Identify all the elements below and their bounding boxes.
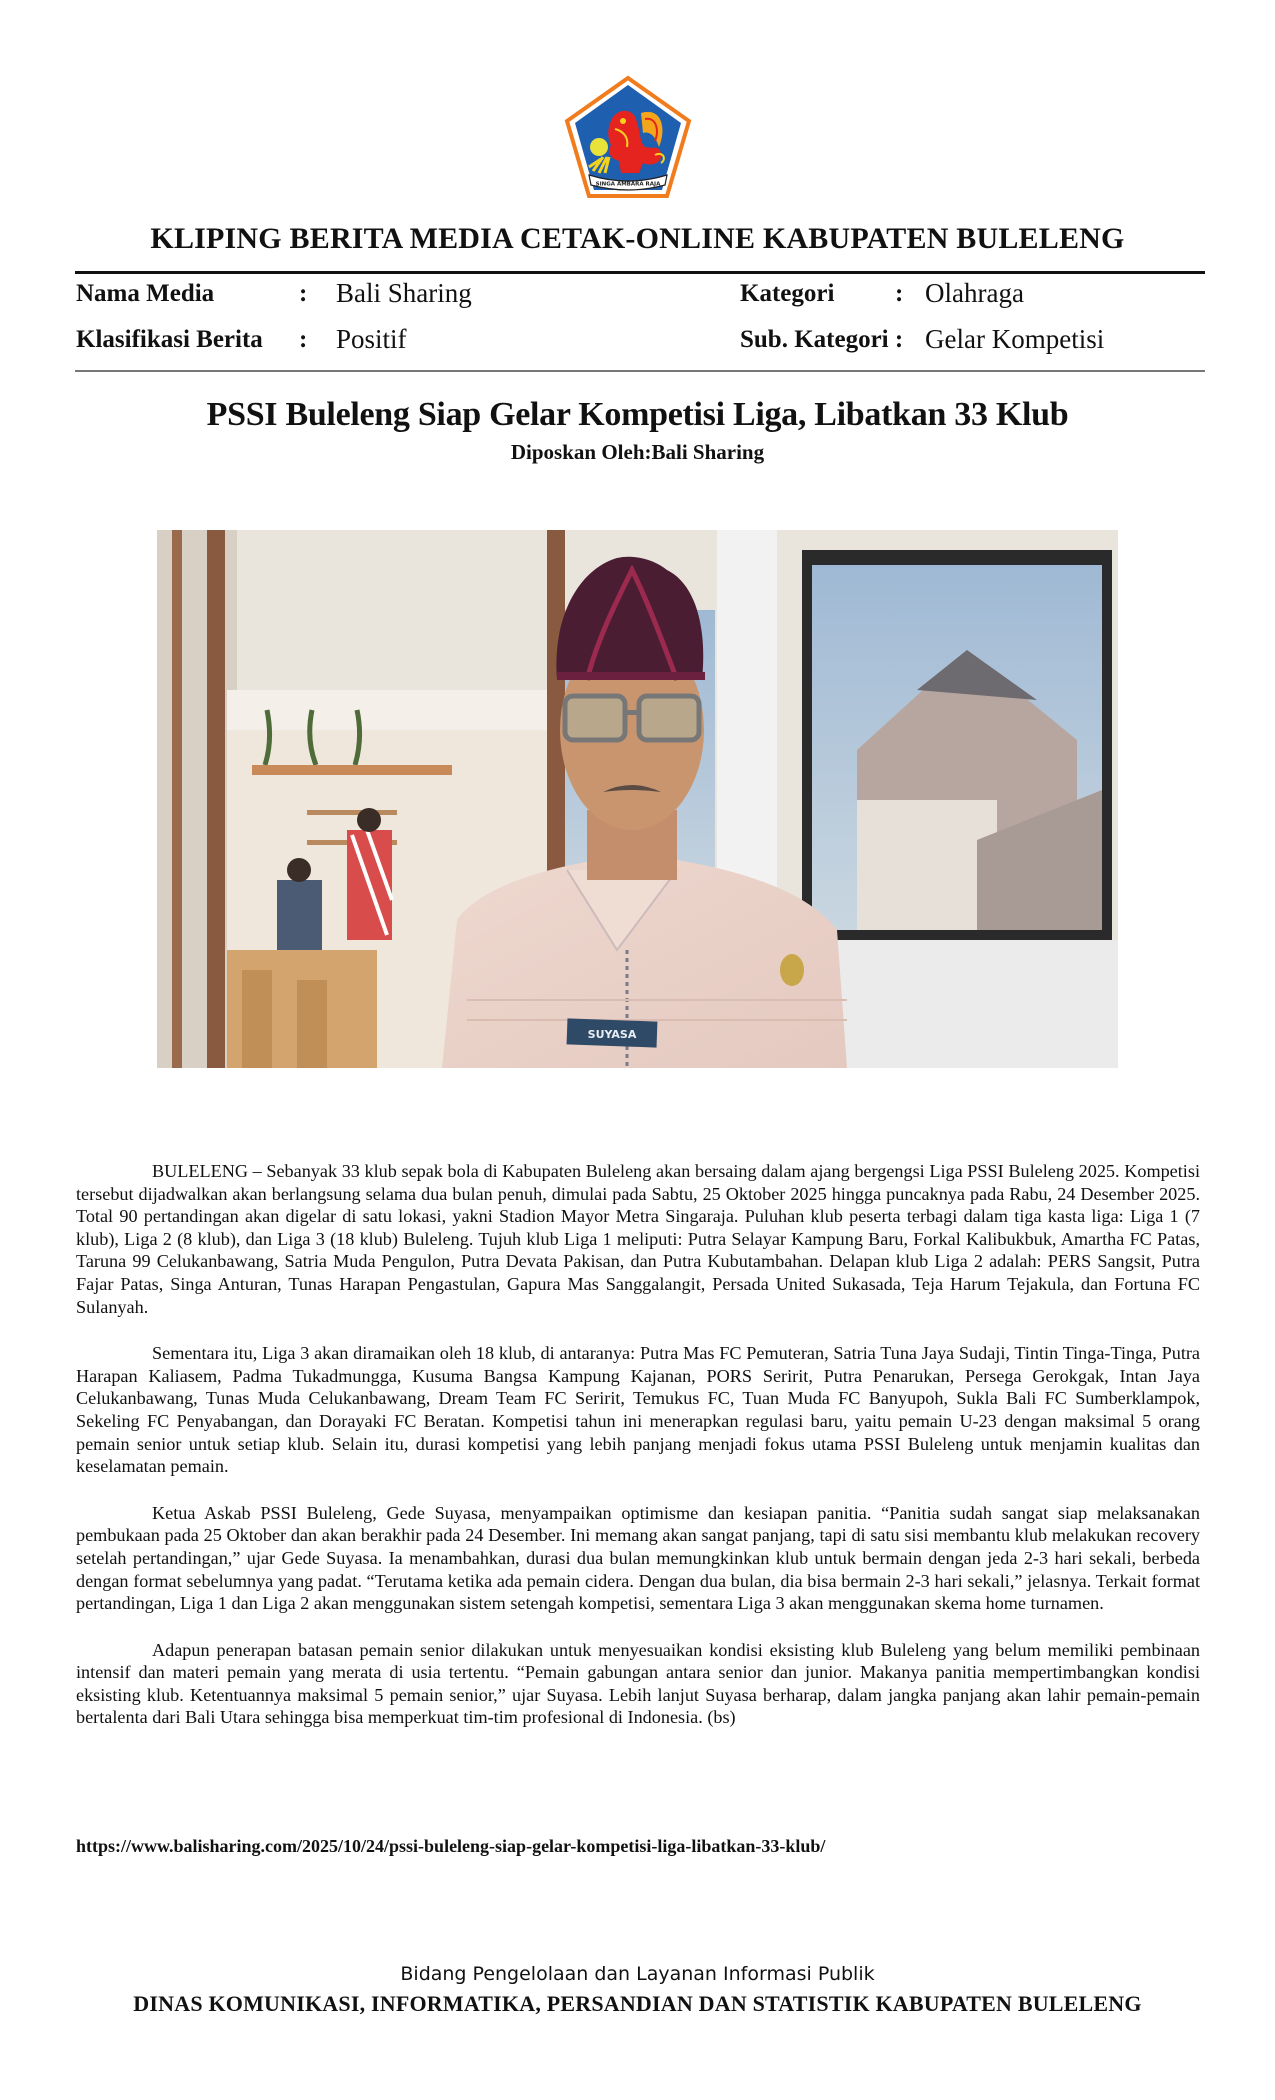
footer-agency: DINAS KOMUNIKASI, INFORMATIKA, PERSANDIAN DAN STATISTIK KABUPATEN BULELENG: [133, 1991, 1142, 2016]
buleleng-regency-crest-icon: [563, 75, 693, 200]
article-byline: Diposkan Oleh:Bali Sharing: [510, 440, 765, 464]
footer-division: Bidang Pengelolaan dan Layanan Informasi Publik: [400, 1963, 875, 1985]
article-body: [76, 1160, 1200, 1753]
header-divider-bottom: [75, 370, 1205, 372]
header-divider-top: [75, 271, 1205, 274]
article-paragraph: BULELENG – Sebanyak 33 klub sepak bola di Kabupaten Buleleng akan bersaing dalam ajang bergengsi Liga PSSI Buleleng 2025. Kompetisi tersebut dijadwalkan akan berlangsung selama dua bulan penuh, dimulai pada Sabtu, 25 Oktober 2025 hingga puncaknya pada Rabu, 24 Desember 2025. Total 90 pertandingan akan digelar di satu lokasi, yakni Stadion Mayor Metra Singaraja. Puluhan klub peserta terbagi dalam tiga kasta liga: Liga 1 (7 klub), Liga 2 (8 klub), dan Liga 3 (18 klub) Buleleng. Tujuh klub Liga 1 meliputi: Putra Selayar Kampung Baru, Forkal Kalibukbuk, Amartha FC Patas, Taruna 99 Celukanbawang, Satria Muda Pengulon, Putra Devata Pakisan, dan Putra Kubutambahan. Delapan klub Liga 2 adalah: PERS Sangsit, Putra Fajar Patas, Singa Anturan, Tunas Harapan Pengastulan, Gapura Mas Sanggalangit, Persada United Sukasada, Teja Harum Tejakula, dan Fortuna FC Sulanyah.: [76, 1161, 1200, 1317]
portrait-photo-illustration: [157, 530, 1118, 1068]
article-paragraph: Ketua Askab PSSI Buleleng, Gede Suyasa, menyampaikan optimisme dan kesiapan panitia. “Panitia sudah sangat siap melaksanakan pembukaan pada 25 Oktober dan akan berakhir pada 24 Desember. Ini memang akan sangat panjang, tapi di satu sisi membantu klub melakukan recovery setelah pertandingan,” ujar Gede Suyasa. Ia menambahkan, durasi dua bulan memungkinkan klub untuk bermain dengan jeda 2-3 hari sekali, berbeda dengan format sebelumnya yang padat. “Terutama ketika ada pemain cidera. Dengan dua bulan, dia bisa bermain 2-3 hari sekali,” jelasnya. Terkait format pertandingan, Liga 1 dan Liga 2 akan menggunakan sistem setengah kompetisi, sementara Liga 3 akan menggunakan skema home turnamen.: [76, 1502, 1200, 1614]
article-photo: [157, 530, 1118, 1068]
meta-kategori-separator: :: [895, 280, 904, 307]
article-headline: PSSI Buleleng Siap Gelar Kompetisi Liga, Libatkan 33 Klub: [206, 396, 1069, 433]
source-url-link[interactable]: https://www.balisharing.com/2025/10/24/pssi-buleleng-siap-gelar-kompetisi-liga-libatkan-33-klub/: [76, 1836, 826, 1856]
meta-klasifikasi-label: Klasifikasi Berita: [76, 326, 263, 353]
meta-klasifikasi-value: Positif: [336, 324, 407, 354]
meta-sub-kategori-label: Sub. Kategori :: [740, 326, 904, 353]
article-paragraph: Adapun penerapan batasan pemain senior dilakukan untuk menyesuaikan kondisi eksisting klub Buleleng yang belum memiliki pembinaan intensif dan materi pemain yang merata di usia tertentu. “Pemain gabungan antara senior dan junior. Makanya panitia mempertimbangkan kondisi eksisting klub. Ketentuannya maksimal 5 pemain senior,” ujar Suyasa. Lebih lanjut Suyasa berharap, dalam jangka panjang akan lahir pemain-pemain bertalenta dari Bali Utara sehingga bisa memperkuat tim-tim profesional di Indonesia. (bs): [76, 1639, 1200, 1728]
name-tag-text: SUYASA: [587, 1028, 637, 1041]
meta-kategori-value: Olahraga: [925, 278, 1024, 308]
meta-media-value: Bali Sharing: [336, 278, 472, 308]
crest-motto: SINGA AMBARA RAJA: [595, 181, 661, 188]
article-paragraph: Sementara itu, Liga 3 akan diramaikan oleh 18 klub, di antaranya: Putra Mas FC Pemuteran, Satria Tuna Jaya Sudaji, Tintin Tinga-Tinga, Putra Harapan Kaliasem, Padma Tukadmungga, Kusuma Bangsa Kampung Kajanan, PORS Seririt, Putra Penarukan, Persega Gerokgak, Intan Jaya Celukanbawang, Tunas Muda Celukanbawang, Dream Team FC Seririt, Temukus FC, Tuan Muda FC Banyupoh, Sukla Bali FC Sumberklampok, Sekeling FC Penyabangan, dan Dorayaki FC Beratan. Kompetisi tahun ini menerapkan regulasi baru, yaitu pemain U-23 dengan maksimal 5 orang pemain senior untuk setiap klub. Selain itu, durasi kompetisi yang lebih panjang menjadi fokus utama PSSI Buleleng untuk menjamin kualitas dan keselamatan pemain.: [76, 1343, 1200, 1477]
meta-media-separator: :: [299, 280, 308, 307]
meta-media-label: Nama Media: [76, 280, 215, 307]
buleleng-crest-logo: [563, 75, 693, 200]
meta-klasifikasi-separator: :: [299, 326, 308, 353]
meta-sub-kategori-value: Gelar Kompetisi: [925, 324, 1105, 354]
document-title: KLIPING BERITA MEDIA CETAK-ONLINE KABUPATEN BULELENG: [150, 222, 1125, 255]
meta-kategori-label: Kategori: [740, 280, 835, 307]
